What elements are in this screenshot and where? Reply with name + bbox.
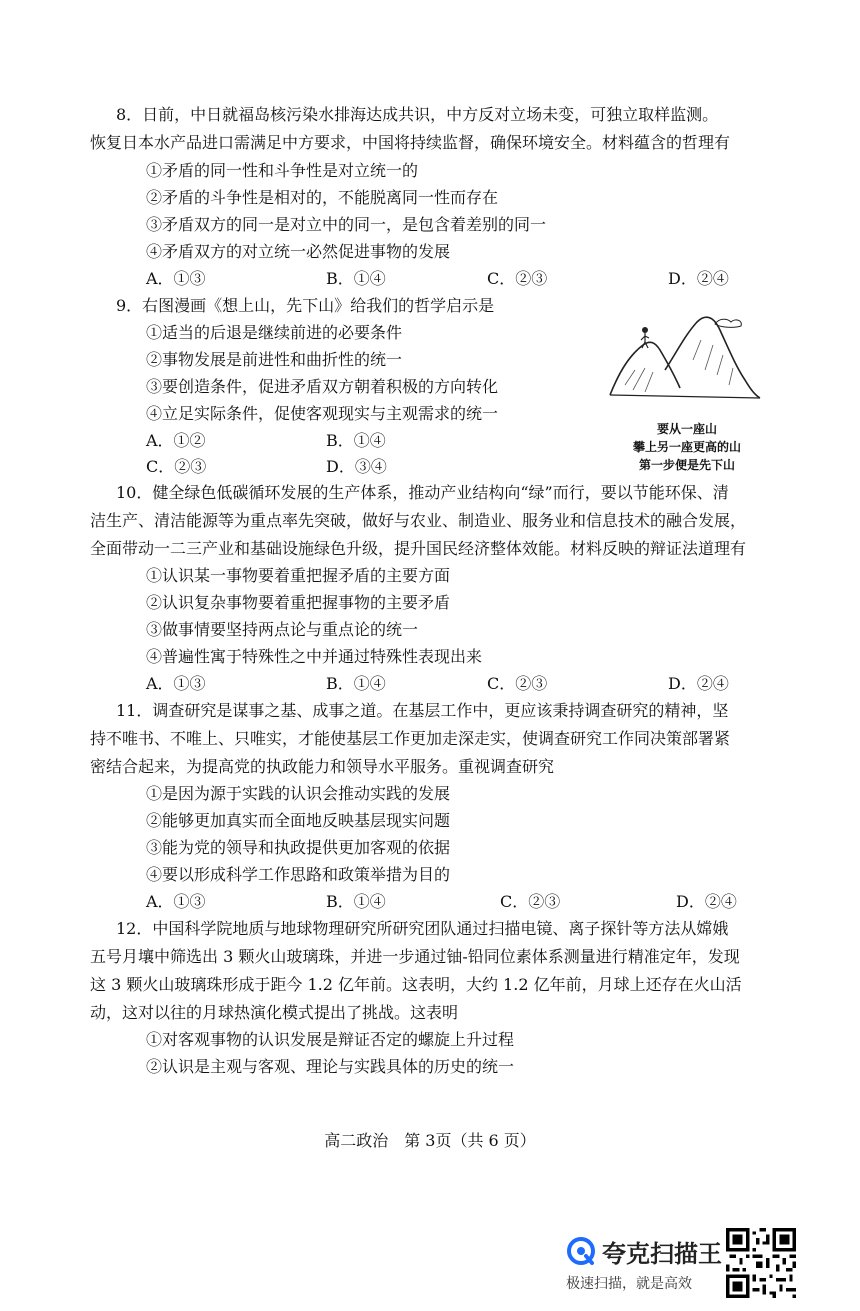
q12-option-1: ①对客观事物的认识发展是辩证否定的螺旋上升过程 (146, 1030, 515, 1049)
cartoon-caption-line-2: 攀上另一座更高的山 (632, 440, 741, 454)
cartoon-caption-line-3: 第一步便是先下山 (638, 458, 735, 472)
q11-stem-line-1: 11．调查研究是谋事之基、成事之道。在基层工作中，更应该秉持调查研究的精神，坚 (116, 701, 729, 720)
watermark-brand: 夸克扫描王 (602, 1240, 722, 1268)
scanner-watermark (566, 1228, 856, 1306)
q12-stem-line-3: 这 3 颗火山玻璃珠形成于距今 1.2 亿年前。这表明，大约 1.2 亿年前，月球上还存在火山活 (90, 975, 742, 994)
q9-choice-a: A．①② (146, 431, 206, 450)
q11-option-2: ②能够更加真实而全面地反映基层现实问题 (146, 811, 451, 830)
watermark-slogan: 极速扫描，就是高效 (566, 1276, 692, 1292)
qr-code-icon (726, 1228, 796, 1298)
q10-stem-line-2: 洁生产、清洁能源等为重点率先突破，做好与农业、制造业、服务业和信息技术的融合发展， (90, 511, 747, 530)
q8-choice-b: B．①④ (326, 269, 386, 288)
q8-choice-c: C．②③ (487, 269, 548, 288)
q9-option-2: ②事物发展是前进性和曲折性的统一 (146, 350, 403, 369)
q10-stem-line-1: 10．健全绿色低碳循环发展的生产体系，推动产业结构向“绿”而行，要以节能环保、清 (116, 483, 729, 502)
q11-option-1: ①是因为源于实践的认识会推动实践的发展 (146, 784, 451, 803)
q8-choice-d: D．②④ (668, 269, 729, 288)
q9-choice-b: B．①④ (326, 431, 386, 450)
q9-option-3: ③要创造条件，促进矛盾双方朝着积极的方向转化 (146, 377, 499, 396)
q8-stem-line-2: 恢复日本水产品进口需满足中方要求，中国将持续监督，确保环境安全。材料蕴含的哲理有 (90, 133, 731, 152)
q11-stem-line-3: 密结合起来，为提高党的执政能力和领导水平服务。重视调查研究 (90, 757, 555, 776)
q11-option-3: ③能为党的领导和执政提供更加客观的依据 (146, 838, 451, 857)
q12-stem-line-4: 动，这对以往的月球热演化模式提出了挑战。这表明 (90, 1003, 459, 1022)
q8-option-3: ③矛盾双方的同一是对立中的同一，是包含着差别的同一 (146, 215, 547, 234)
q10-option-3: ③做事情要坚持两点论与重点论的统一 (146, 620, 419, 639)
q8-stem-line-1: 8．日前，中日就福岛核污染水排海达成共识，中方反对立场未变，可独立取样监测。 (116, 105, 719, 124)
q8-choice-a: A．①③ (146, 269, 206, 288)
q10-option-4: ④普遍性寓于特殊性之中并通过特殊性表现出来 (146, 647, 483, 666)
cartoon-caption-line-1: 要从一座山 (656, 422, 717, 436)
q11-choice-b: B．①④ (326, 892, 386, 911)
q10-choice-b: B．①④ (326, 674, 386, 693)
q10-option-2: ②认识复杂事物要着重把握事物的主要矛盾 (146, 593, 451, 612)
q12-stem-line-2: 五号月壤中筛选出 3 颗火山玻璃珠，并进一步通过铀-铅同位素体系测量进行精准定年，发现 (90, 947, 740, 966)
page-footer: 高二政治 第 3页（共 6 页） (324, 1131, 536, 1150)
q11-stem-line-2: 持不唯书、不唯上、只唯实，才能使基层工作更加走深走实，使调查研究工作同决策部署紧 (90, 729, 731, 748)
q9-stem-line-1: 9．右图漫画《想上山，先下山》给我们的哲学启示是 (116, 296, 495, 315)
q9-choice-d: D．③④ (326, 457, 387, 476)
q11-option-4: ④要以形成科学工作思路和政策举措为目的 (146, 865, 451, 884)
q9-option-4: ④立足实际条件，促使客观现实与主观需求的统一 (146, 404, 499, 423)
q10-choice-a: A．①③ (146, 674, 206, 693)
q10-option-1: ①认识某一事物要着重把握矛盾的主要方面 (146, 566, 451, 585)
q8-option-4: ④矛盾双方的对立统一必然促进事物的发展 (146, 242, 451, 261)
q10-stem-line-3: 全面带动一二三产业和基础设施绿色升级，提升国民经济整体效能。材料反映的辩证法道理有 (90, 539, 747, 558)
q10-choice-d: D．②④ (668, 674, 729, 693)
q12-stem-line-1: 12．中国科学院地质与地球物理研究所研究团队通过扫描电镜、离子探针等方法从嫦娥 (116, 919, 729, 938)
cartoon-caption (612, 420, 762, 474)
q12-option-2: ②认识是主观与客观、理论与实践具体的历史的统一 (146, 1057, 515, 1076)
q8-option-2: ②矛盾的斗争性是相对的，不能脱离同一性而存在 (146, 188, 499, 207)
q10-choice-c: C．②③ (487, 674, 548, 693)
q11-choice-d: D．②④ (676, 892, 737, 911)
quark-logo-icon (566, 1236, 596, 1266)
q8-option-1: ①矛盾的同一性和斗争性是对立统一的 (146, 161, 419, 180)
q11-choice-c: C．②③ (500, 892, 561, 911)
q11-choice-a: A．①③ (146, 892, 206, 911)
q9-choice-c: C．②③ (146, 457, 207, 476)
q9-option-1: ①适当的后退是继续前进的必要条件 (146, 323, 403, 342)
